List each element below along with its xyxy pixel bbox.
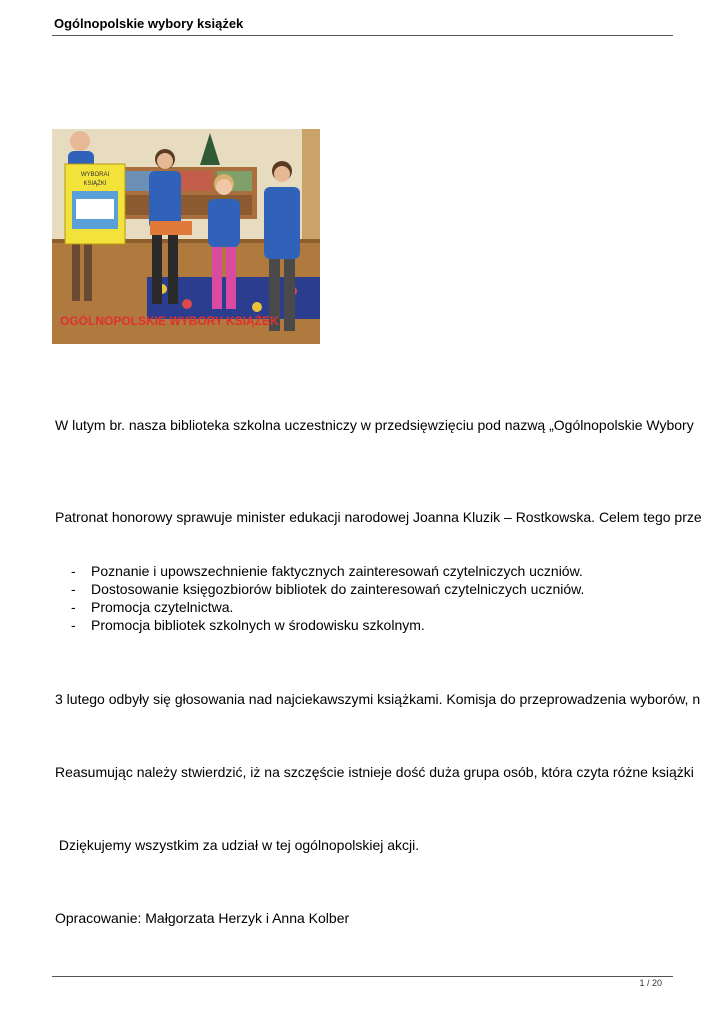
list-dash: - <box>71 563 76 579</box>
list-item-text: Promocja czytelnictwa. <box>91 599 234 615</box>
list-item <box>71 562 584 580</box>
paragraph-intro: W lutym br. nasza biblioteka szkolna uczestniczy w przedsięwzięciu pod nazwą „Ogólnopolskie Wybory <box>55 417 694 433</box>
list-item <box>71 598 584 616</box>
page-number: 1 / 20 <box>639 978 662 988</box>
list-item-text: Poznanie i upowszechnienie faktycznych zainteresowań czytelniczych uczniów. <box>91 563 583 579</box>
list-dash: - <box>71 581 76 597</box>
list-dash: - <box>71 599 76 615</box>
footer-divider <box>52 976 673 977</box>
header-divider <box>52 35 673 36</box>
poster-text-line-2: KSIĄŻKI <box>83 181 107 187</box>
list-item <box>71 616 584 634</box>
list-dash: - <box>71 617 76 633</box>
paragraph-authors: Opracowanie: Małgorzata Herzyk i Anna Kolber <box>55 910 350 926</box>
paragraph-patronage: Patronat honorowy sprawuje minister edukacji narodowej Joanna Kluzik – Rostkowska. Celem tego prze <box>55 509 702 525</box>
article-photo <box>52 129 320 344</box>
list-item <box>71 580 584 598</box>
paragraph-voting: 3 lutego odbyły się głosowania nad najciekawszymi książkami. Komisja do przeprowadzenia wyborów, n <box>55 691 701 707</box>
poster-text-line-1: WYBORAI <box>80 172 110 178</box>
photo-caption: OGÓLNOPOLSKIE WYBORY KSIĄŻEK <box>60 314 279 328</box>
paragraph-thanks: Dziękujemy wszystkim za udział w tej ogólnopolskiej akcji. <box>55 837 420 853</box>
goals-list <box>71 562 584 634</box>
page-title: Ogólnopolskie wybory książek <box>54 16 244 31</box>
list-item-text: Dostosowanie księgozbiorów bibliotek do zainteresowań czytelniczych uczniów. <box>91 581 585 597</box>
paragraph-summary: Reasumując należy stwierdzić, iż na szczęście istnieje dość duża grupa osób, która czyta różne książki <box>55 764 694 780</box>
list-item-text: Promocja bibliotek szkolnych w środowisku szkolnym. <box>91 617 425 633</box>
